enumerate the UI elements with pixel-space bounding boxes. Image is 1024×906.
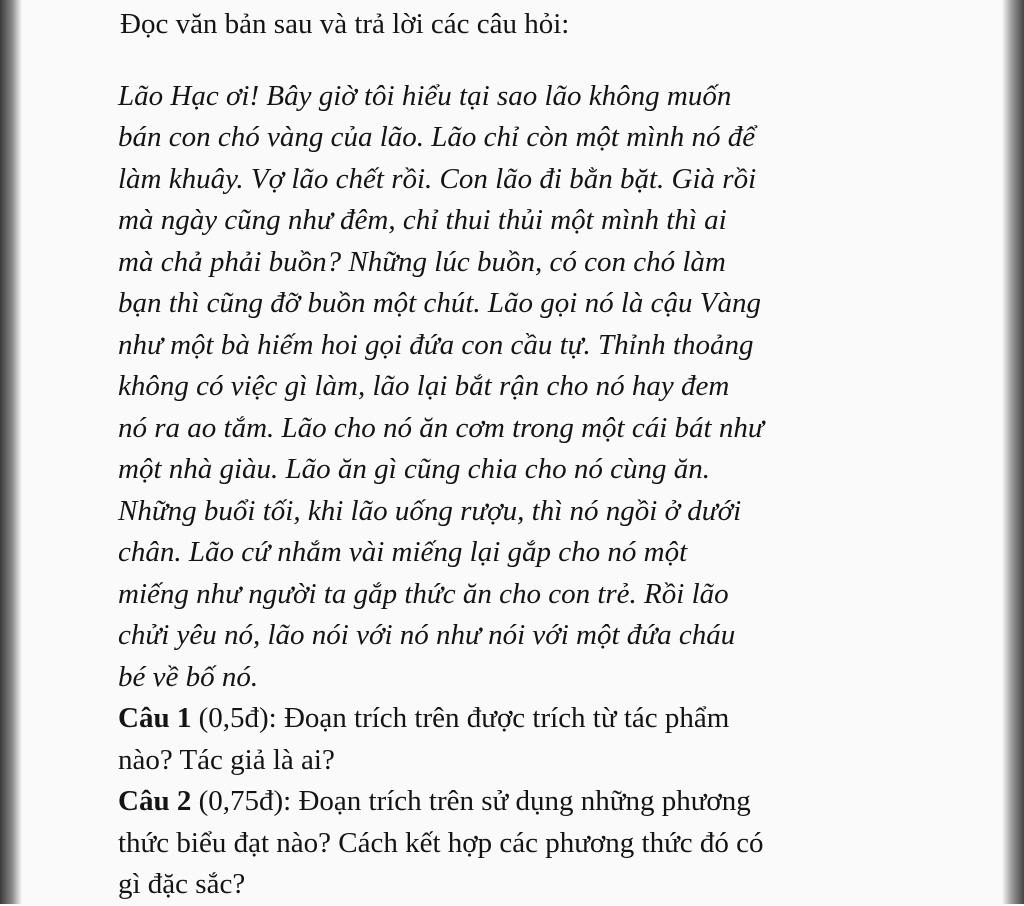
passage-line: chửi yêu nó, lão nói với nó như nói với một đứa cháu <box>118 619 736 651</box>
question-2-label: Câu 2 <box>118 785 192 817</box>
page-edge-shadow-left <box>0 0 22 904</box>
passage-line: Lão Hạc ơi! Bây giờ tôi hiểu tại sao lão không muốn <box>118 79 732 112</box>
question-1-line-1 <box>118 698 938 740</box>
passage-line: chân. Lão cứ nhắm vài miếng lại gắp cho nó một <box>118 536 688 568</box>
passage-line: không có việc gì làm, lão lại bắt rận cho nó hay đem <box>118 370 730 402</box>
passage-line: làm khuây. Vợ lão chết rồi. Con lão đi bằn bặt. Già rồi <box>118 162 757 195</box>
page-edge-shadow-right <box>1002 0 1024 904</box>
question-2-line-3: gì đặc sắc? <box>118 868 246 900</box>
passage-line: nó ra ao tắm. Lão cho nó ăn cơm trong một cái bát như <box>118 411 764 444</box>
excerpt-passage <box>118 76 938 699</box>
passage-line: miếng như người ta gắp thức ăn cho con trẻ. Rồi lão <box>118 577 729 610</box>
passage-line: Những buổi tối, khi lão uống rượu, thì nó ngồi ở dưới <box>118 494 742 527</box>
passage-line: mà chả phải buồn? Những lúc buồn, có con chó làm <box>118 245 726 278</box>
question-2-text: (0,75đ): Đoạn trích trên sử dụng những phương <box>191 785 751 817</box>
question-1-label: Câu 1 <box>118 702 192 734</box>
passage-line: mà ngày cũng như đêm, chỉ thui thủi một mình thì ai <box>118 204 727 236</box>
passage-line: một nhà giàu. Lão ăn gì cũng chia cho nó cùng ăn. <box>118 453 711 485</box>
passage-line: bạn thì cũng đỡ buồn một chút. Lão gọi nó là cậu Vàng <box>118 287 761 319</box>
question-1 <box>118 698 938 781</box>
document-page <box>118 4 938 906</box>
question-2-line-1 <box>118 781 938 823</box>
question-1-line-2: nào? Tác giả là ai? <box>118 743 335 776</box>
question-2-line-2: thức biểu đạt nào? Cách kết hợp các phương thức đó có <box>118 826 764 859</box>
passage-line: bé về bố nó. <box>118 660 259 693</box>
passage-line: bán con chó vàng của lão. Lão chỉ còn một mình nó để <box>118 121 756 153</box>
passage-line: như một bà hiếm hoi gọi đứa con cầu tự. Thỉnh thoảng <box>118 328 754 361</box>
instruction-heading: Đọc văn bản sau và trả lời các câu hỏi: <box>120 8 570 40</box>
question-1-text: (0,5đ): Đoạn trích trên được trích từ tác phẩm <box>191 702 730 734</box>
question-2 <box>118 781 938 906</box>
